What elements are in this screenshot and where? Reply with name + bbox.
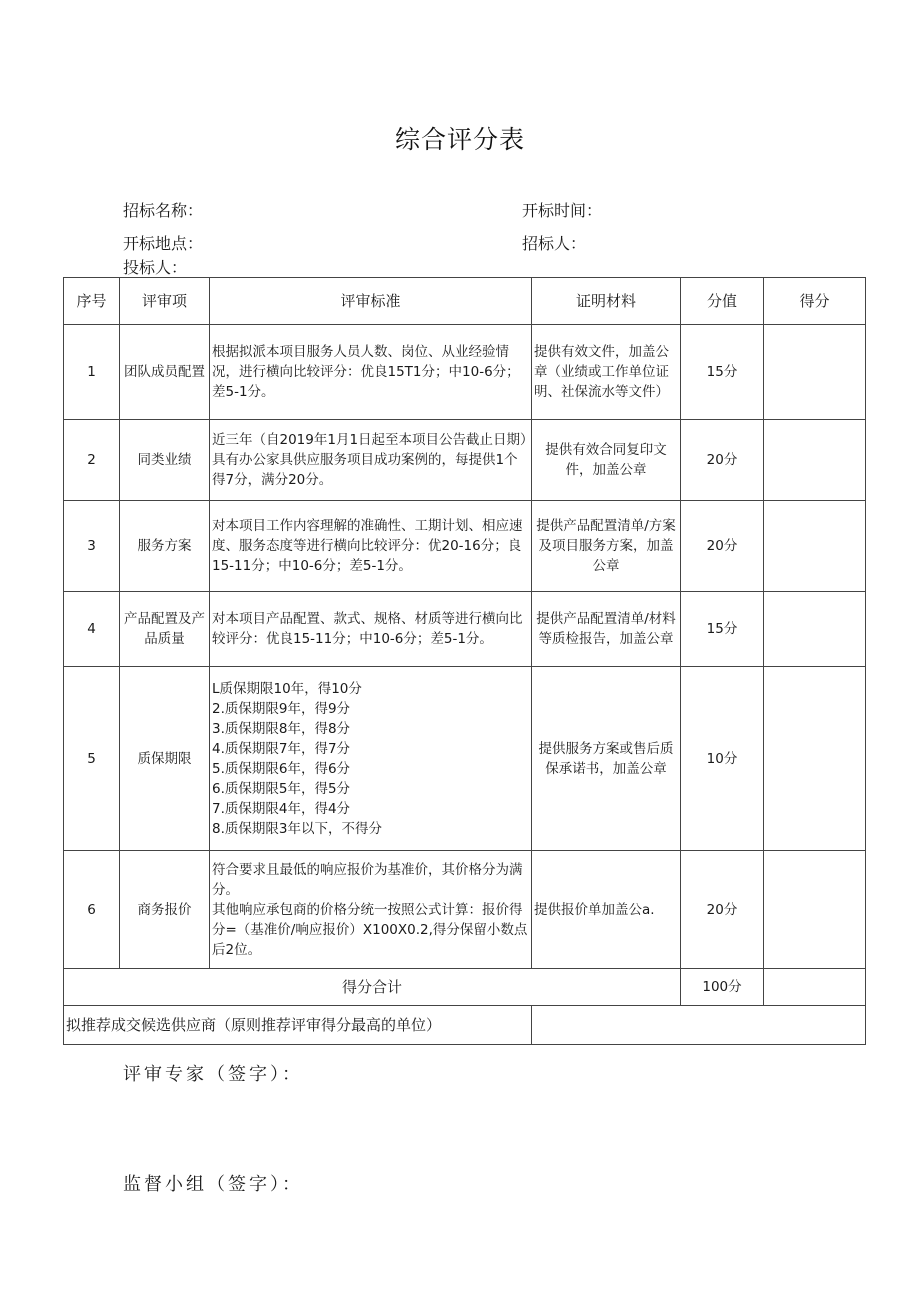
recommend-label: 拟推荐成交候选供应商（原则推荐评审得分最高的单位） bbox=[64, 1006, 532, 1045]
open-time-label: 开标时间： bbox=[522, 201, 603, 220]
supervision-signature-label: 监督小组（签字）： bbox=[123, 1174, 303, 1195]
total-row bbox=[64, 969, 866, 1006]
page-title: 综合评分表 bbox=[394, 125, 525, 154]
table-row bbox=[64, 501, 866, 592]
table-row bbox=[64, 325, 866, 420]
row-proof: 提供产品配置清单/方案及项目服务方案，加盖公章 bbox=[532, 501, 681, 592]
row-proof: 提供有效文件，加盖公章（业绩或工作单位证明、社保流水等文件） bbox=[532, 325, 681, 420]
row-no: 6 bbox=[64, 851, 120, 969]
row-value: 20分 bbox=[681, 851, 764, 969]
row-proof: 提供服务方案或售后质保承诺书，加盖公章 bbox=[532, 667, 681, 851]
recommend-cell[interactable] bbox=[532, 1006, 866, 1045]
criteria-line: 3.质保期限8年，得8分 bbox=[212, 720, 351, 737]
header-score-value: 分值 bbox=[681, 278, 764, 325]
recommend-row bbox=[64, 1006, 866, 1045]
criteria-line: 符合要求且最低的响应报价为基准价，其价格分为满分。 bbox=[212, 861, 523, 898]
total-value: 100分 bbox=[681, 969, 764, 1006]
row-score-cell[interactable] bbox=[764, 501, 866, 592]
table-row bbox=[64, 420, 866, 501]
row-proof: 提供报价单加盖公a. bbox=[532, 851, 681, 969]
row-item: 商务报价 bbox=[120, 851, 210, 969]
row-item: 质保期限 bbox=[120, 667, 210, 851]
row-criteria bbox=[210, 667, 532, 851]
row-criteria: 对本项目工作内容理解的准确性、工期计划、相应速度、服务态度等进行横向比较评分：优20-16分；良15-11分；中10-6分；差5-1分。 bbox=[210, 501, 532, 592]
criteria-line: L质保期限10年，得10分 bbox=[212, 680, 362, 697]
row-value: 15分 bbox=[681, 592, 764, 667]
row-criteria bbox=[210, 851, 532, 969]
experts-signature-label: 评审专家（签字）： bbox=[123, 1064, 303, 1085]
score-table bbox=[63, 277, 866, 1045]
row-proof: 提供有效合同复印文件，加盖公章 bbox=[532, 420, 681, 501]
row-score-cell[interactable] bbox=[764, 325, 866, 420]
row-score-cell[interactable] bbox=[764, 667, 866, 851]
row-no: 2 bbox=[64, 420, 120, 501]
criteria-line: 8.质保期限3年以下，不得分 bbox=[212, 820, 382, 837]
row-no: 5 bbox=[64, 667, 120, 851]
row-no: 4 bbox=[64, 592, 120, 667]
row-no: 3 bbox=[64, 501, 120, 592]
row-score-cell[interactable] bbox=[764, 851, 866, 969]
header-criteria: 评审标准 bbox=[210, 278, 532, 325]
criteria-line: 其他响应承包商的价格分统一按照公式计算：报价得分=（基准价/响应报价）X100X0.2,得分保留小数点后2位。 bbox=[212, 901, 528, 958]
criteria-line: 7.质保期限4年，得4分 bbox=[212, 800, 351, 817]
header-score-got: 得分 bbox=[764, 278, 866, 325]
row-criteria: 根据拟派本项目服务人员人数、岗位、从业经验情况，进行横向比较评分：优良15T1分；中10-6分；差5-1分。 bbox=[210, 325, 532, 420]
row-item: 服务方案 bbox=[120, 501, 210, 592]
criteria-line: 2.质保期限9年，得9分 bbox=[212, 700, 351, 717]
row-proof: 提供产品配置清单/材料等质检报告，加盖公章 bbox=[532, 592, 681, 667]
row-criteria: 近三年（自2019年1月1日起至本项目公告截止日期）具有办公家具供应服务项目成功案例的，每提供1个得7分，满分20分。 bbox=[210, 420, 532, 501]
table-header-row bbox=[64, 278, 866, 325]
row-criteria: 对本项目产品配置、款式、规格、材质等进行横向比较评分：优良15-11分；中10-6分；差5-1分。 bbox=[210, 592, 532, 667]
open-place-label: 开标地点： bbox=[123, 234, 204, 253]
row-item: 团队成员配置 bbox=[120, 325, 210, 420]
row-value: 20分 bbox=[681, 420, 764, 501]
row-value: 10分 bbox=[681, 667, 764, 851]
total-score-cell[interactable] bbox=[764, 969, 866, 1006]
criteria-line: 5.质保期限6年，得6分 bbox=[212, 760, 351, 777]
header-proof: 证明材料 bbox=[532, 278, 681, 325]
tenderer-label: 投标人： bbox=[123, 258, 188, 277]
criteria-line: 4.质保期限7年，得7分 bbox=[212, 740, 351, 757]
row-score-cell[interactable] bbox=[764, 592, 866, 667]
row-item: 同类业绩 bbox=[120, 420, 210, 501]
row-no: 1 bbox=[64, 325, 120, 420]
header-no: 序号 bbox=[64, 278, 120, 325]
table-row bbox=[64, 592, 866, 667]
bid-name-label: 招标名称： bbox=[123, 201, 204, 220]
total-label: 得分合计 bbox=[64, 969, 681, 1006]
bidder-party-label: 招标人： bbox=[522, 234, 587, 253]
row-value: 20分 bbox=[681, 501, 764, 592]
table-row bbox=[64, 851, 866, 969]
row-value: 15分 bbox=[681, 325, 764, 420]
header-item: 评审项 bbox=[120, 278, 210, 325]
criteria-line: 6.质保期限5年，得5分 bbox=[212, 780, 351, 797]
row-item: 产品配置及产品质量 bbox=[120, 592, 210, 667]
table-row bbox=[64, 667, 866, 851]
row-score-cell[interactable] bbox=[764, 420, 866, 501]
